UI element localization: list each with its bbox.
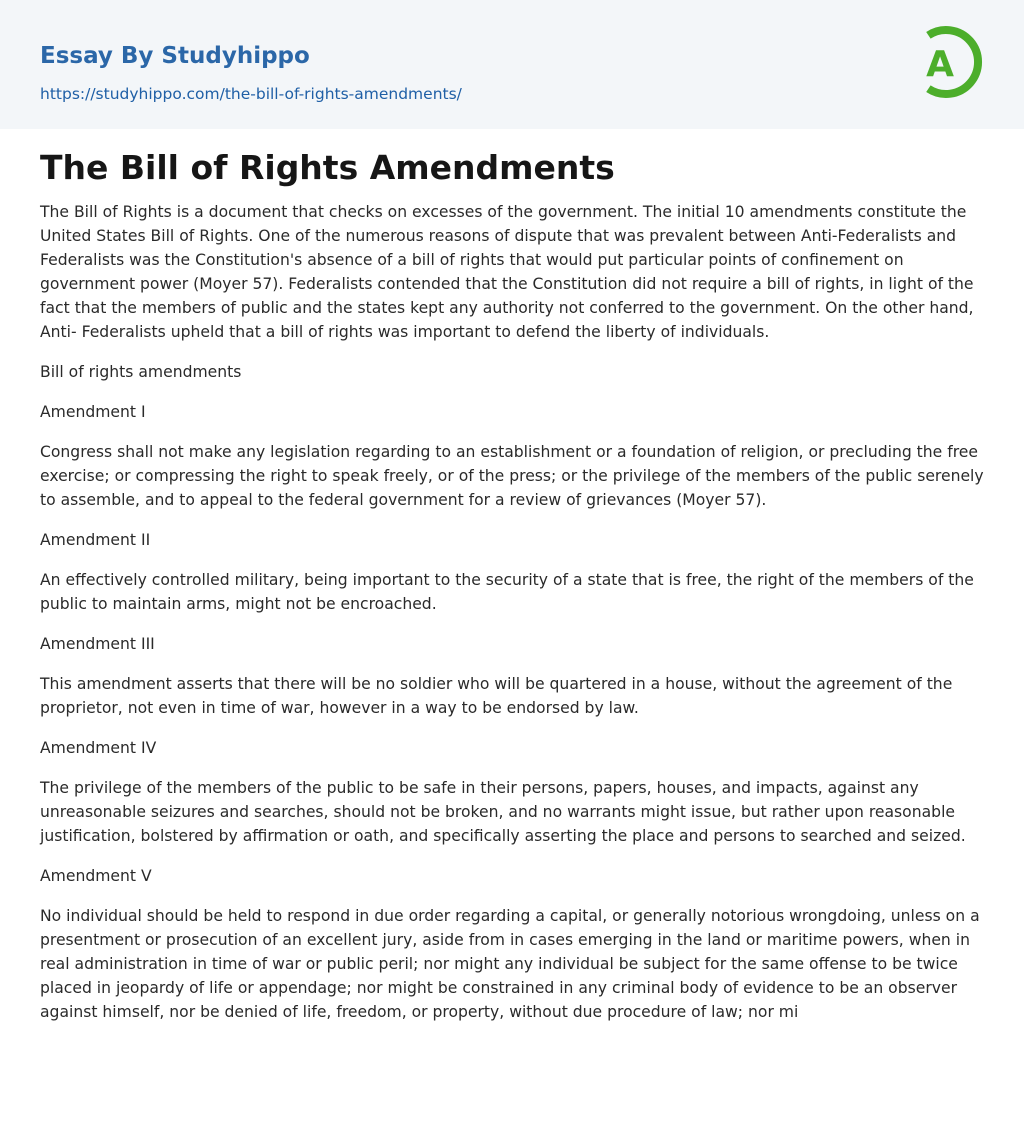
amendment-1-text: Congress shall not make any legislation regarding to an establishment or a foundation of religion, or precluding the free exercise; or compressing the right to speak freely, or of the press; or the privilege of the members of the public serenely to assemble, and to appeal to the federal government for a review of grievances (Moyer 57). xyxy=(40,443,984,509)
amendment-2-text: An effectively controlled military, being important to the security of a state that is free, the right of the members of the public to maintain arms, might not be encroached. xyxy=(40,571,974,613)
amendment-5-text: No individual should be held to respond in due order regarding a capital, or generally notorious wrongdoing, unless on a presentment or prosecution of an excellent jury, aside from in cases emerging in the land or maritime powers, when in real administration in time of war or public peril; nor might any individual be subject for the same offense to be twice placed in jeopardy of life or appendage; nor might be constrained in any criminal body of evidence to be an observer against himself, nor be denied of life, freedom, or property, without due procedure of law; nor mi xyxy=(40,907,980,1021)
amendment-5-heading: Amendment V xyxy=(40,867,152,885)
amendment-1-heading: Amendment I xyxy=(40,403,146,421)
studyhippo-logo[interactable] xyxy=(909,18,989,106)
amendment-4-heading: Amendment IV xyxy=(40,739,157,757)
amendment-3-text: This amendment asserts that there will be no soldier who will be quartered in a house, without the agreement of the proprietor, not even in time of war, however in a way to be endorsed by law. xyxy=(40,675,953,717)
amendment-4-text: The privilege of the members of the public to be safe in their persons, papers, houses, and impacts, against any unreasonable seizures and searches, should not be broken, and no warrants might issue, but rather upon reasonable justification, bolstered by affirmation or oath, and specifically asserting the place and persons to searched and seized. xyxy=(40,779,966,845)
site-header xyxy=(0,0,1024,129)
section-heading-bill-of-rights: Bill of rights amendments xyxy=(40,363,242,381)
amendment-2-heading: Amendment II xyxy=(40,531,151,549)
amendment-3-heading: Amendment III xyxy=(40,635,155,653)
essay-content xyxy=(40,146,984,1040)
page-title: The Bill of Rights Amendments xyxy=(40,148,615,187)
essay-url-link[interactable]: https://studyhippo.com/the-bill-of-rights-amendments/ xyxy=(40,85,462,103)
site-title: Essay By Studyhippo xyxy=(40,43,310,69)
logo-letter: A xyxy=(926,44,954,85)
intro-paragraph: The Bill of Rights is a document that checks on excesses of the government. The initial 10 amendments constitute the United States Bill of Rights. One of the numerous reasons of dispute that was prevalent between Anti-Federalists and Federalists was the Constitution's absence of a bill of rights that would put particular points of confinement on government power (Moyer 57). Federalists contended that the Constitution did not require a bill of rights, in light of the fact that the members of public and the states kept any authority not conferred to the government. On the other hand, Anti- Federalists upheld that a bill of rights was important to defend the liberty of individuals. xyxy=(40,203,974,341)
